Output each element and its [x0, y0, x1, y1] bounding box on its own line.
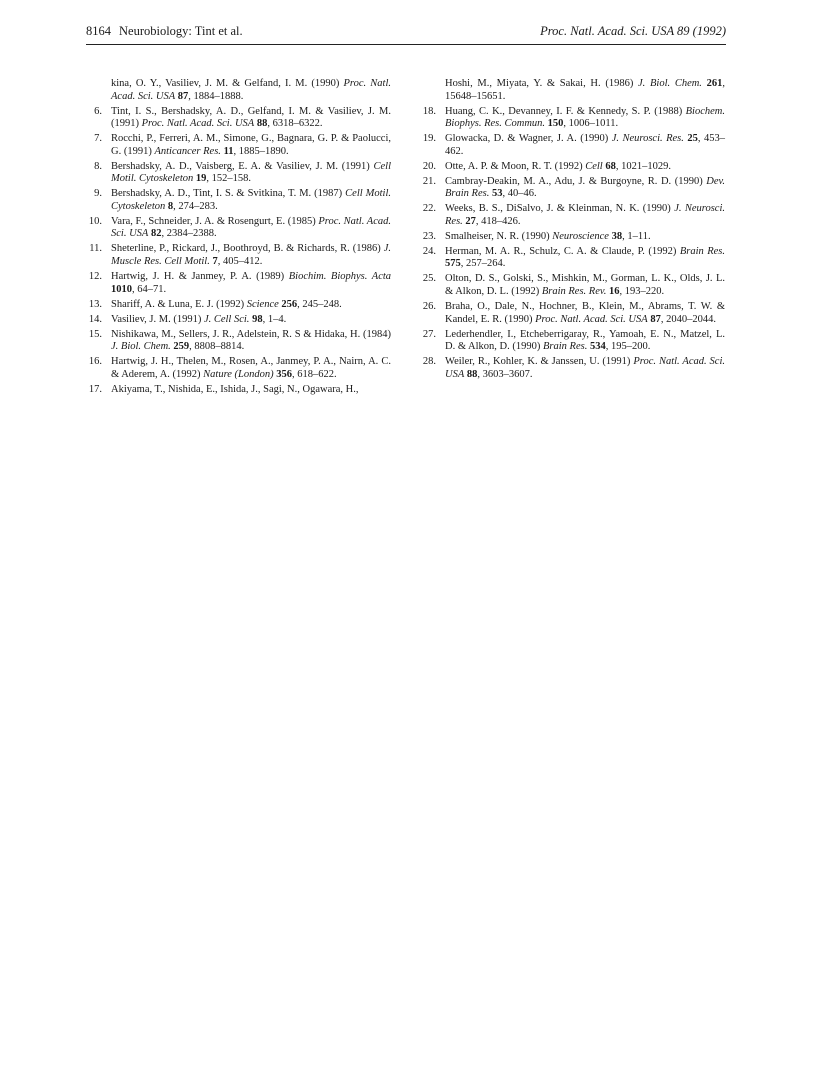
reference-number: 23. — [422, 230, 436, 242]
reference-pages: , 274–283. — [173, 200, 218, 212]
reference-pages: , 64–71. — [132, 283, 167, 295]
reference-number: 7. — [94, 133, 102, 145]
reference-number: 17. — [88, 383, 102, 395]
reference-volume: 11 — [223, 145, 234, 157]
reference-number: 9. — [94, 188, 102, 200]
reference-volume: 256 — [281, 298, 298, 310]
reference-number: 20. — [422, 160, 436, 172]
reference-pages: , 3603–3607. — [477, 368, 533, 380]
running-header — [86, 24, 726, 42]
journal-citation: Proc. Natl. Acad. Sci. USA 89 (1992) — [540, 24, 726, 38]
reference-item — [86, 243, 391, 268]
reference-pages: , 2384–2388. — [161, 228, 217, 240]
reference-item — [420, 203, 725, 228]
reference-authors: Bershadsky, A. D., Tint, I. S. & Svitkina, T. M. (1987) — [111, 188, 343, 200]
reference-item — [86, 299, 391, 312]
reference-authors: Vasiliev, J. M. (1991) — [111, 313, 202, 325]
reference-volume: 150 — [547, 118, 564, 130]
reference-item — [420, 176, 725, 201]
reference-volume: 7 — [212, 256, 218, 268]
reference-item — [86, 314, 391, 327]
reference-volume: 88 — [256, 118, 268, 130]
reference-volume: 25 — [687, 133, 698, 145]
reference-pages: , 453–462. — [445, 133, 725, 157]
reference-number: 19. — [422, 133, 436, 145]
reference-journal: J. Cell Sci. — [203, 313, 250, 325]
reference-number: 26. — [422, 301, 436, 313]
reference-item — [420, 301, 725, 326]
reference-pages: , 618–622. — [292, 368, 337, 380]
reference-authors: Lederhendler, I., Etcheberrigaray, R., Yamoah, E. N., Matzel, L. D. & Alkon, D. (1990) — [445, 328, 725, 353]
reference-volume: 38 — [611, 230, 623, 242]
reference-authors: Nishikawa, M., Sellers, J. R., Adelstein, R. S & Hidaka, H. (1984) — [111, 328, 391, 340]
references-left-column — [86, 78, 391, 399]
reference-item — [86, 188, 391, 213]
reference-authors: Vara, F., Schneider, J. A. & Rosengurt, E. (1985) — [111, 215, 316, 227]
reference-volume: 53 — [491, 188, 503, 200]
reference-authors: Weeks, B. S., DiSalvo, J. & Kleinman, N. K. (1990) — [445, 203, 671, 215]
reference-authors: Cambray-Deakin, M. A., Adu, J. & Burgoyne, R. D. (1990) — [445, 175, 703, 187]
reference-pages: , 1006–1011. — [563, 118, 619, 130]
reference-authors: Rocchi, P., Ferreri, A. M., Simone, G., Bagnara, G. P. & Paolucci, G. (1991) — [111, 133, 391, 157]
reference-item — [420, 231, 725, 244]
reference-number: 27. — [422, 328, 436, 340]
reference-journal: Biochim. Biophys. Acta — [288, 271, 392, 283]
reference-volume: 575 — [445, 258, 461, 270]
reference-pages: , 2040–2044. — [660, 313, 716, 325]
reference-journal: Brain Res. Rev. — [541, 286, 607, 298]
reference-volume: 87 — [177, 90, 189, 102]
reference-journal: Dev. Brain Res. — [445, 175, 726, 200]
reference-authors: Hoshi, M., Miyata, Y. & Sakai, H. (1986) — [445, 78, 634, 89]
reference-pages: , 8808–8814. — [189, 341, 245, 353]
reference-number: 21. — [422, 175, 436, 187]
reference-authors: Braha, O., Dale, N., Hochner, B., Klein, M., Abrams, T. W. & Kandel, E. R. (1990) — [445, 301, 725, 325]
reference-pages: , 6318–6322. — [267, 118, 323, 130]
reference-pages: , 245–248. — [297, 298, 342, 310]
reference-number: 12. — [88, 271, 102, 283]
reference-number: 14. — [88, 313, 102, 325]
reference-authors: Herman, M. A. R., Schulz, C. A. & Claude, P. (1992) — [445, 245, 677, 257]
reference-number: 6. — [94, 105, 102, 117]
page-number: 8164 — [86, 24, 111, 38]
reference-authors: Glowacka, D. & Wagner, J. A. (1990) — [445, 133, 609, 145]
reference-journal: Neuroscience — [552, 230, 609, 242]
reference-volume: 19 — [195, 173, 207, 185]
reference-volume: 16 — [609, 286, 620, 298]
reference-authors: Sheterline, P., Rickard, J., Boothroyd, B. & Richards, R. (1986) — [111, 243, 381, 255]
reference-volume: 27 — [465, 215, 476, 227]
reference-volume: 82 — [150, 228, 162, 240]
reference-journal: Proc. Natl. Acad. Sci. USA — [111, 215, 391, 240]
reference-volume: 98 — [252, 313, 263, 325]
reference-journal: Anticancer Res. — [154, 145, 221, 157]
reference-journal: Cell Motil. Cytoskeleton — [111, 160, 391, 185]
reference-pages: , 195–200. — [605, 341, 651, 353]
reference-item — [86, 161, 391, 186]
reference-journal: Science — [246, 298, 279, 310]
reference-journal: Proc. Natl. Acad. Sci. USA — [141, 118, 255, 130]
reference-journal: J. Neurosci. Res. — [445, 203, 725, 227]
reference-journal: Proc. Natl. Acad. Sci. USA — [111, 78, 391, 102]
reference-item — [86, 106, 391, 131]
reference-authors: Bershadsky, A. D., Vaisberg, E. A. & Vasiliev, J. M. (1991) — [111, 160, 370, 172]
reference-authors: Smalheiser, N. R. (1990) — [445, 230, 550, 242]
reference-item — [420, 329, 725, 354]
reference-authors: Shariff, A. & Luna, E. J. (1992) — [111, 298, 245, 310]
reference-pages: , 418–426. — [475, 215, 521, 227]
reference-pages: , 40–46. — [502, 188, 537, 200]
reference-authors: kina, O. Y., Vasiliev, J. M. & Gelfand, I. M. (1990) — [111, 78, 340, 89]
reference-authors: Olton, D. S., Golski, S., Mishkin, M., Gorman, L. K., Olds, J. L. & Alkon, D. L. (1992) — [445, 273, 725, 298]
reference-number: 18. — [422, 105, 436, 117]
reference-journal: J. Biol. Chem. — [638, 78, 702, 89]
reference-number: 10. — [88, 215, 102, 227]
reference-number: 16. — [88, 356, 102, 368]
reference-volume: 68 — [605, 160, 616, 172]
reference-pages: , 152–158. — [206, 173, 251, 185]
reference-volume: 261 — [706, 78, 723, 89]
reference-number: 25. — [422, 273, 436, 285]
reference-item — [86, 356, 391, 381]
reference-number: 15. — [88, 328, 102, 340]
reference-number: 8. — [94, 160, 102, 172]
reference-journal: Cell Motil. Cytoskeleton — [111, 188, 392, 212]
reference-journal: Brain Res. — [679, 245, 726, 257]
reference-number: 13. — [88, 298, 102, 310]
reference-item — [86, 329, 391, 354]
reference-journal: J. Neurosci. Res. — [611, 133, 684, 145]
reference-authors: Weiler, R., Kohler, K. & Janssen, U. (1991) — [445, 356, 631, 368]
reference-pages: , 1884–1888. — [188, 90, 244, 102]
reference-volume: 87 — [650, 313, 661, 325]
reference-pages: , 405–412. — [217, 256, 263, 268]
reference-pages: , 1–4. — [262, 313, 287, 325]
reference-pages: , 193–220. — [619, 286, 665, 298]
reference-journal: J. Biol. Chem. — [111, 341, 171, 353]
reference-volume: 8 — [167, 200, 174, 212]
reference-journal: Nature (London) — [203, 368, 274, 380]
reference-authors: Tint, I. S., Bershadsky, A. D., Gelfand, I. M. & Vasiliev, J. M. (1991) — [111, 105, 391, 130]
reference-volume: 534 — [589, 341, 606, 353]
reference-volume: 88 — [466, 368, 478, 380]
reference-authors: Huang, C. K., Devanney, I. F. & Kennedy, S. P. (1988) — [445, 105, 683, 117]
reference-item — [420, 246, 725, 271]
reference-journal: Biochem. Biophys. Res. Commun. — [445, 105, 726, 130]
reference-item — [420, 356, 725, 381]
reference-journal: J. Muscle Res. Cell Motil. — [111, 243, 391, 268]
reference-pages: , 15648–15651. — [445, 78, 726, 102]
reference-journal: Cell — [585, 160, 603, 172]
reference-authors: Akiyama, T., Nishida, E., Ishida, J., Sagi, N., Ogawara, H., — [111, 383, 359, 395]
reference-item — [86, 216, 391, 241]
reference-number: 28. — [422, 356, 436, 368]
reference-volume: 1010 — [111, 283, 132, 295]
reference-item — [420, 133, 725, 158]
reference-item — [86, 78, 391, 103]
reference-number: 24. — [422, 245, 436, 257]
reference-volume: 259 — [173, 341, 190, 353]
reference-number: 11. — [89, 243, 102, 255]
references-right-column — [420, 78, 725, 384]
reference-item — [420, 78, 725, 103]
reference-item — [86, 271, 391, 296]
reference-volume: 356 — [276, 368, 293, 380]
header-rule — [86, 44, 726, 45]
reference-journal: Brain Res. — [543, 341, 588, 353]
reference-authors: Otte, A. P. & Moon, R. T. (1992) — [445, 160, 583, 172]
reference-journal: Proc. Natl. Acad. Sci. USA — [445, 356, 726, 380]
reference-authors: Hartwig, J. H., Thelen, M., Rosen, A., Janmey, P. A., Nairn, A. C. & Aderem, A. (1992) — [111, 356, 391, 380]
reference-number: 22. — [422, 203, 436, 215]
reference-pages: , 1885–1890. — [233, 145, 289, 157]
reference-authors: Hartwig, J. H. & Janmey, P. A. (1989) — [111, 271, 285, 283]
reference-pages: , 257–264. — [460, 258, 506, 270]
reference-pages: , 1021–1029. — [615, 160, 671, 172]
reference-item — [420, 106, 725, 131]
reference-item — [86, 133, 391, 158]
reference-journal: Proc. Natl. Acad. Sci. USA — [535, 313, 648, 325]
reference-item — [420, 273, 725, 298]
reference-item — [420, 161, 725, 174]
running-head: Neurobiology: Tint et al. — [119, 24, 243, 38]
reference-item — [86, 384, 391, 397]
reference-pages: , 1–11. — [622, 230, 651, 242]
